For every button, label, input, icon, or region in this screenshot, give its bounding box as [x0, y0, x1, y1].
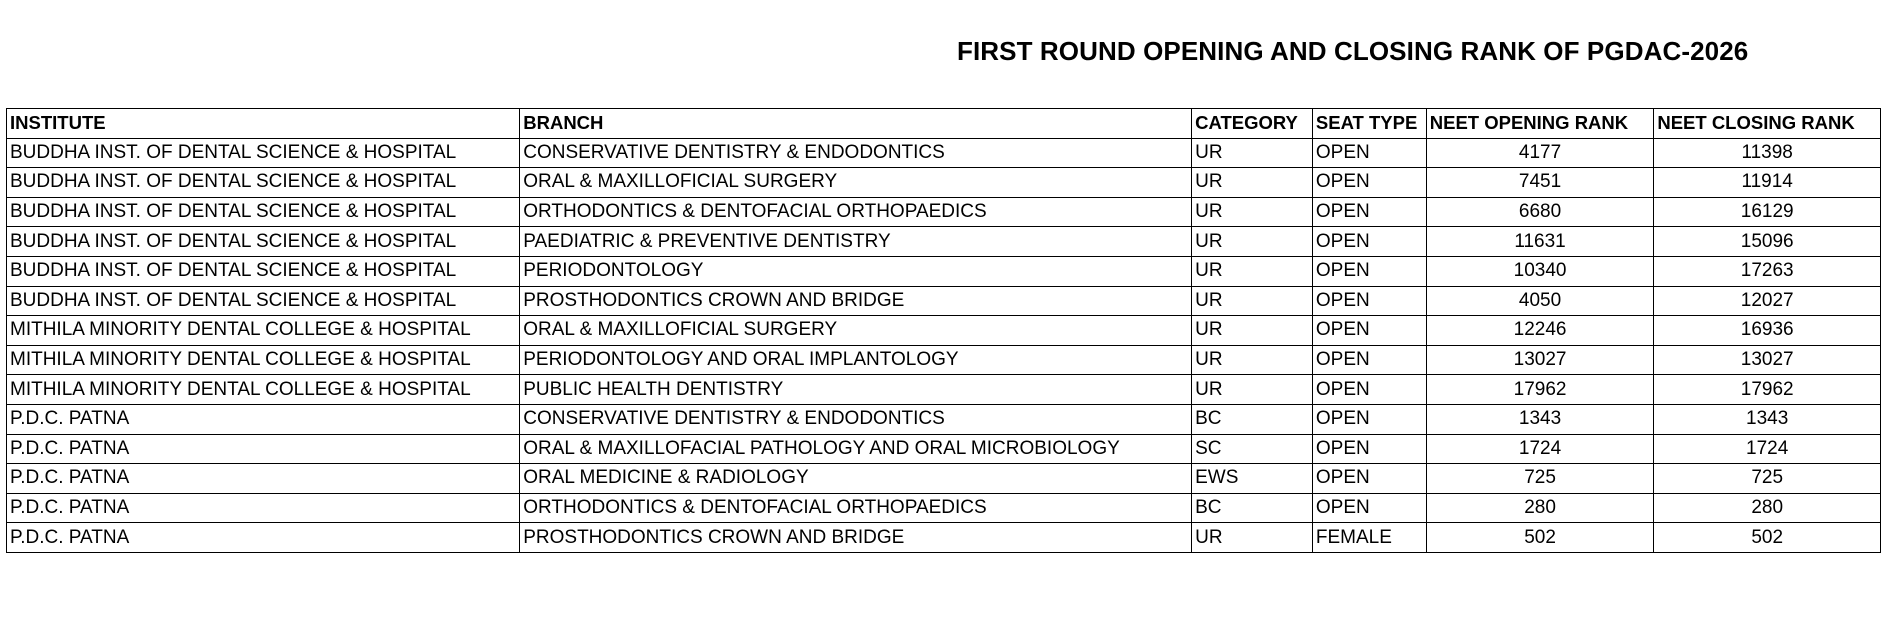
cell-category: EWS — [1192, 464, 1313, 494]
cell-closing-rank: 280 — [1654, 493, 1881, 523]
table-row — [7, 404, 1881, 434]
cell-branch: PUBLIC HEALTH DENTISTRY — [520, 375, 1192, 405]
cell-branch: PROSTHODONTICS CROWN AND BRIDGE — [520, 286, 1192, 316]
table-row — [7, 138, 1881, 168]
table-row — [7, 256, 1881, 286]
cell-branch: PROSTHODONTICS CROWN AND BRIDGE — [520, 523, 1192, 553]
cell-institute: MITHILA MINORITY DENTAL COLLEGE & HOSPITAL — [7, 375, 520, 405]
cell-category: UR — [1192, 316, 1313, 346]
cell-opening-rank: 4177 — [1426, 138, 1654, 168]
cell-category: UR — [1192, 523, 1313, 553]
cell-opening-rank: 12246 — [1426, 316, 1654, 346]
cell-branch: ORAL & MAXILLOFICIAL SURGERY — [520, 168, 1192, 198]
cell-institute: P.D.C. PATNA — [7, 434, 520, 464]
cell-seat-type: OPEN — [1312, 404, 1426, 434]
table-row — [7, 523, 1881, 553]
table-row — [7, 434, 1881, 464]
cell-branch: ORAL & MAXILLOFICIAL SURGERY — [520, 316, 1192, 346]
cell-branch: ORAL & MAXILLOFACIAL PATHOLOGY AND ORAL MICROBIOLOGY — [520, 434, 1192, 464]
header-category: CATEGORY — [1192, 109, 1313, 139]
cell-closing-rank: 1724 — [1654, 434, 1881, 464]
header-institute: INSTITUTE — [7, 109, 520, 139]
cell-institute: P.D.C. PATNA — [7, 523, 520, 553]
cell-category: UR — [1192, 138, 1313, 168]
cell-closing-rank: 502 — [1654, 523, 1881, 553]
table-row — [7, 493, 1881, 523]
cell-institute: BUDDHA INST. OF DENTAL SCIENCE & HOSPITAL — [7, 227, 520, 257]
cell-institute: MITHILA MINORITY DENTAL COLLEGE & HOSPITAL — [7, 345, 520, 375]
cell-seat-type: OPEN — [1312, 345, 1426, 375]
cell-opening-rank: 1724 — [1426, 434, 1654, 464]
cell-category: UR — [1192, 168, 1313, 198]
cell-closing-rank: 12027 — [1654, 286, 1881, 316]
cell-seat-type: OPEN — [1312, 227, 1426, 257]
cell-closing-rank: 17962 — [1654, 375, 1881, 405]
header-closing-rank: NEET CLOSING RANK — [1654, 109, 1881, 139]
cell-branch: CONSERVATIVE DENTISTRY & ENDODONTICS — [520, 138, 1192, 168]
cell-seat-type: OPEN — [1312, 434, 1426, 464]
table-row — [7, 375, 1881, 405]
cell-opening-rank: 725 — [1426, 464, 1654, 494]
cell-branch: PERIODONTOLOGY — [520, 256, 1192, 286]
cell-opening-rank: 17962 — [1426, 375, 1654, 405]
cell-branch: ORTHODONTICS & DENTOFACIAL ORTHOPAEDICS — [520, 197, 1192, 227]
cell-category: BC — [1192, 404, 1313, 434]
cell-seat-type: FEMALE — [1312, 523, 1426, 553]
rank-table — [6, 108, 1881, 553]
table-row — [7, 464, 1881, 494]
header-branch: BRANCH — [520, 109, 1192, 139]
cell-institute: MITHILA MINORITY DENTAL COLLEGE & HOSPITAL — [7, 316, 520, 346]
cell-institute: BUDDHA INST. OF DENTAL SCIENCE & HOSPITAL — [7, 168, 520, 198]
cell-opening-rank: 1343 — [1426, 404, 1654, 434]
cell-branch: CONSERVATIVE DENTISTRY & ENDODONTICS — [520, 404, 1192, 434]
cell-closing-rank: 16936 — [1654, 316, 1881, 346]
header-seat-type: SEAT TYPE — [1312, 109, 1426, 139]
table-row — [7, 345, 1881, 375]
cell-seat-type: OPEN — [1312, 493, 1426, 523]
cell-institute: BUDDHA INST. OF DENTAL SCIENCE & HOSPITAL — [7, 197, 520, 227]
cell-branch: PERIODONTOLOGY AND ORAL IMPLANTOLOGY — [520, 345, 1192, 375]
cell-closing-rank: 16129 — [1654, 197, 1881, 227]
cell-branch: ORTHODONTICS & DENTOFACIAL ORTHOPAEDICS — [520, 493, 1192, 523]
cell-closing-rank: 15096 — [1654, 227, 1881, 257]
cell-seat-type: OPEN — [1312, 286, 1426, 316]
table-row — [7, 197, 1881, 227]
cell-closing-rank: 17263 — [1654, 256, 1881, 286]
cell-seat-type: OPEN — [1312, 375, 1426, 405]
cell-category: UR — [1192, 345, 1313, 375]
cell-category: UR — [1192, 375, 1313, 405]
cell-closing-rank: 11914 — [1654, 168, 1881, 198]
cell-category: UR — [1192, 256, 1313, 286]
cell-branch: PAEDIATRIC & PREVENTIVE DENTISTRY — [520, 227, 1192, 257]
table-row — [7, 168, 1881, 198]
cell-institute: P.D.C. PATNA — [7, 464, 520, 494]
cell-category: SC — [1192, 434, 1313, 464]
cell-seat-type: OPEN — [1312, 256, 1426, 286]
cell-seat-type: OPEN — [1312, 464, 1426, 494]
table-row — [7, 227, 1881, 257]
cell-institute: BUDDHA INST. OF DENTAL SCIENCE & HOSPITAL — [7, 256, 520, 286]
cell-seat-type: OPEN — [1312, 138, 1426, 168]
cell-institute: BUDDHA INST. OF DENTAL SCIENCE & HOSPITAL — [7, 286, 520, 316]
cell-closing-rank: 11398 — [1654, 138, 1881, 168]
cell-opening-rank: 502 — [1426, 523, 1654, 553]
cell-closing-rank: 725 — [1654, 464, 1881, 494]
cell-closing-rank: 1343 — [1654, 404, 1881, 434]
cell-seat-type: OPEN — [1312, 197, 1426, 227]
cell-opening-rank: 10340 — [1426, 256, 1654, 286]
cell-closing-rank: 13027 — [1654, 345, 1881, 375]
table-header-row — [7, 109, 1881, 139]
cell-opening-rank: 280 — [1426, 493, 1654, 523]
cell-opening-rank: 7451 — [1426, 168, 1654, 198]
table-body — [7, 138, 1881, 552]
cell-category: BC — [1192, 493, 1313, 523]
cell-branch: ORAL MEDICINE & RADIOLOGY — [520, 464, 1192, 494]
table-row — [7, 316, 1881, 346]
header-opening-rank: NEET OPENING RANK — [1426, 109, 1654, 139]
table-row — [7, 286, 1881, 316]
cell-seat-type: OPEN — [1312, 316, 1426, 346]
cell-institute: P.D.C. PATNA — [7, 404, 520, 434]
cell-institute: BUDDHA INST. OF DENTAL SCIENCE & HOSPITAL — [7, 138, 520, 168]
cell-category: UR — [1192, 197, 1313, 227]
cell-opening-rank: 4050 — [1426, 286, 1654, 316]
cell-category: UR — [1192, 286, 1313, 316]
page-title: FIRST ROUND OPENING AND CLOSING RANK OF PGDAC-2026 — [957, 36, 1749, 66]
cell-opening-rank: 11631 — [1426, 227, 1654, 257]
cell-category: UR — [1192, 227, 1313, 257]
cell-institute: P.D.C. PATNA — [7, 493, 520, 523]
cell-opening-rank: 13027 — [1426, 345, 1654, 375]
cell-opening-rank: 6680 — [1426, 197, 1654, 227]
cell-seat-type: OPEN — [1312, 168, 1426, 198]
